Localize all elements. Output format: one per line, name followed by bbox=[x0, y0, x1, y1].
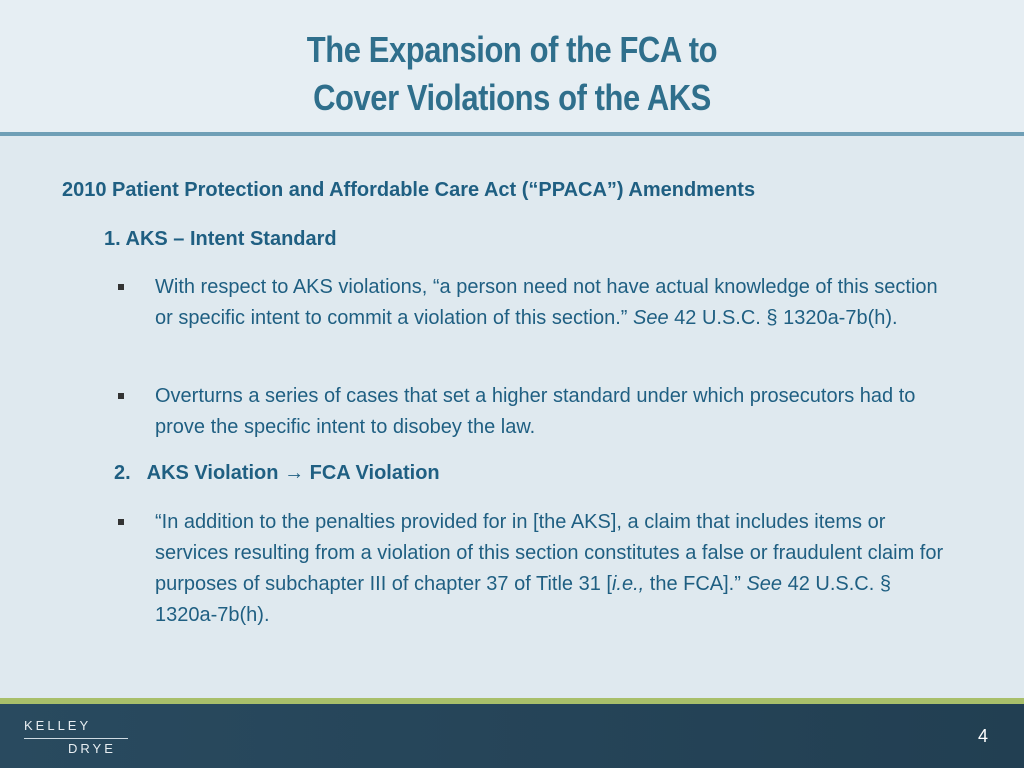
subsection-2-heading bbox=[114, 462, 440, 485]
slide-title bbox=[72, 26, 953, 122]
page-number: 4 bbox=[977, 726, 988, 746]
bullet-1-see: See bbox=[632, 307, 669, 329]
slide-title-line-2: Cover Violations of the AKS bbox=[313, 77, 711, 118]
bullet-3-text bbox=[155, 507, 955, 631]
bullet-2-text: Overturns a series of cases that set a higher standard under which prosecutors had to prove the specific intent to disobey the law. bbox=[155, 385, 916, 438]
subsection-1-heading: 1. AKS – Intent Standard bbox=[104, 228, 337, 250]
logo-text-top: KELLEY bbox=[24, 718, 92, 733]
square-bullet-icon bbox=[118, 284, 128, 294]
subsection-2-part-1: AKS Violation bbox=[146, 462, 279, 484]
bullet-3-quote-end: the FCA].” bbox=[644, 573, 747, 595]
subsection-2-number: 2. bbox=[114, 462, 131, 484]
subsection-2-part-2: FCA Violation bbox=[309, 462, 440, 484]
bullet-1-text bbox=[155, 272, 955, 334]
bullet-3-citation: 42 U.S.C. § 1320a-7b(h). bbox=[155, 573, 891, 626]
square-bullet-icon bbox=[118, 519, 128, 529]
bullet-3-see: See bbox=[746, 573, 783, 595]
title-area bbox=[0, 0, 1024, 132]
bullet-1-quote: With respect to AKS violations, “a person need not have actual knowledge of this section or specific intent to commit a violation of this section.” bbox=[155, 276, 938, 329]
footer-bar bbox=[0, 704, 1024, 768]
logo-text-bottom: DRYE bbox=[68, 741, 116, 756]
slide-title-line-1: The Expansion of the FCA to bbox=[306, 29, 718, 70]
section-heading: 2010 Patient Protection and Affordable Care Act (“PPACA”) Amendments bbox=[62, 179, 756, 201]
title-divider bbox=[0, 132, 1024, 136]
right-arrow-icon: → bbox=[284, 462, 305, 484]
square-bullet-icon bbox=[118, 393, 128, 403]
kelley-drye-logo bbox=[24, 718, 134, 758]
bullet-3-quote: “In addition to the penalties provided for in [the AKS], a claim that includes items or services resulting from a violation of this section constitutes a false or fraudulent claim for purposes of subchapter III of chapter 37 of Title 31 [ bbox=[155, 511, 944, 595]
bullet-1-citation: 42 U.S.C. § 1320a-7b(h). bbox=[668, 307, 898, 329]
logo-divider bbox=[24, 738, 128, 739]
bullet-3-ie: i.e., bbox=[611, 573, 645, 595]
